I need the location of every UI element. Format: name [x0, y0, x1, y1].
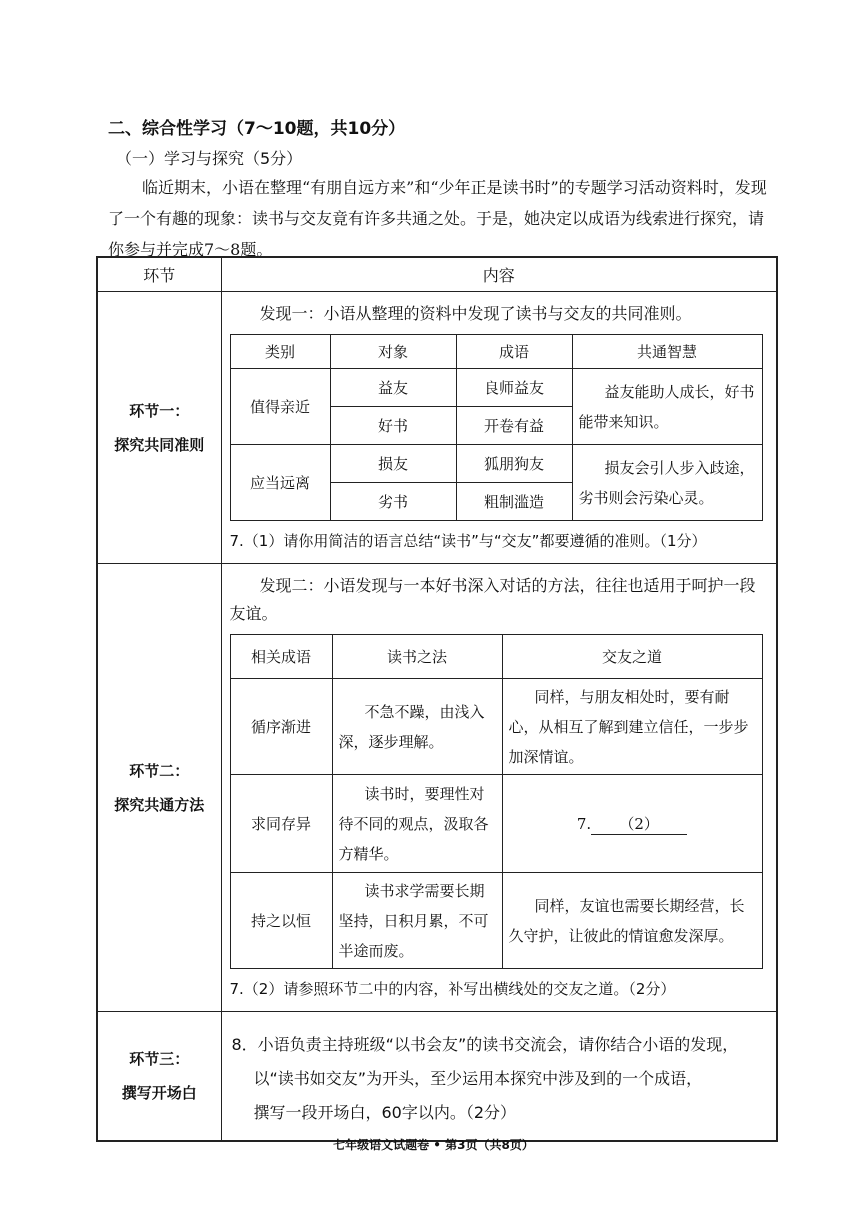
col-reading-method: 读书之法: [332, 635, 502, 679]
stage2-label-line2: 探究共通方法: [114, 795, 205, 814]
page-footer: 七年级语文试题卷 • 第3页（共8页）: [333, 1138, 534, 1152]
activity-table: [96, 256, 778, 1142]
stage3-label-line1: 环节三：: [129, 1050, 190, 1068]
col-related-idiom: 相关成语: [230, 635, 332, 679]
reading-cell: 不急不躁，由浅入深，逐步理解。: [332, 679, 502, 775]
col-category: 类别: [230, 335, 330, 369]
idiom-cell: 开卷有益: [456, 407, 572, 445]
wisdom-cell: 损友会引人步入歧途，劣书则会污染心灵。: [572, 445, 762, 521]
question-7-2: 7.（2）请参照环节二中的内容，补写出横线处的交友之道。（2分）: [229, 980, 676, 998]
stage1-finding: 发现一：小语从整理的资料中发现了读书与交友的共同准则。: [259, 304, 692, 323]
idiom-cell: 狐朋狗友: [456, 445, 572, 483]
friendship-blank-cell: [502, 775, 762, 873]
col-wisdom: 共通智慧: [572, 335, 762, 369]
object-cell: 损友: [330, 445, 456, 483]
reading-cell: 读书时，要理性对待不同的观点，汲取各方精华。: [332, 775, 502, 873]
category-cell: 值得亲近: [230, 369, 330, 445]
reading-cell: 读书求学需要长期坚持，日积月累，不可半途而废。: [332, 873, 502, 969]
question-8-line3: 撰写一段开场白，60字以内。（2分）: [253, 1103, 517, 1122]
object-cell: 好书: [330, 407, 456, 445]
idiom-cell: 粗制滥造: [456, 483, 572, 521]
idiom-cell: 循序渐进: [230, 679, 332, 775]
friendship-cell: 同样，友谊也需要长期经营，长久守护，让彼此的情谊愈发深厚。: [502, 873, 762, 969]
stage1-label-line1: 环节一：: [129, 401, 190, 420]
col-object: 对象: [330, 335, 456, 369]
stage3-label: [97, 1012, 221, 1142]
stage2-finding: 发现二：小语发现与一本好书深入对话的方法，往往也适用于呵护一段友谊。: [229, 576, 756, 623]
question-8-line2: 以“读书如交友”为开头，至少运用本探究中涉及到的一个成语，: [253, 1069, 703, 1088]
category-cell: 应当远离: [230, 445, 330, 521]
object-cell: 劣书: [330, 483, 456, 521]
stage2-table: [230, 634, 763, 969]
stage2-label-line1: 环节二：: [129, 761, 190, 780]
col-friendship-way: 交友之道: [502, 635, 762, 679]
stage1-label: [97, 292, 221, 564]
wisdom-cell: 益友能助人成长，好书能带来知识。: [572, 369, 762, 445]
stage2-label: [97, 564, 221, 1012]
stage2-content: [221, 564, 777, 1012]
blank-prefix: 7.: [576, 814, 592, 833]
intro-paragraph: 临近期末，小语在整理“有朋自远方来”和“少年正是读书时”的专题学习活动资料时，发现了一个有趣的现象：读书与交友竟有许多共通之处。于是，她决定以成语为线索进行探究，请你参与并完成7～8题。: [108, 178, 767, 259]
header-stage: 环节: [97, 257, 221, 292]
idiom-cell: 良师益友: [456, 369, 572, 407]
subsection-title: （一）学习与探究（5分）: [116, 149, 303, 168]
section-title: 二、综合性学习（7～10题，共10分）: [108, 119, 406, 139]
stage1-label-line2: 探究共同准则: [114, 435, 205, 454]
stage3-label-line2: 撰写开场白: [121, 1084, 197, 1102]
stage1-content: [221, 292, 777, 564]
header-content: 内容: [221, 257, 777, 292]
object-cell: 益友: [330, 369, 456, 407]
question-8-line1: 8．小语负责主持班级“以书会友”的读书交流会，请你结合小语的发现，: [231, 1035, 739, 1054]
idiom-cell: 求同存异: [230, 775, 332, 873]
question-7-1: 7.（1）请你用简洁的语言总结“读书”与“交友”都要遵循的准则。（1分）: [229, 532, 707, 550]
col-idiom: 成语: [456, 335, 572, 369]
idiom-cell: 持之以恒: [230, 873, 332, 969]
stage1-table: [230, 334, 763, 521]
answer-blank[interactable]: （2）: [591, 813, 687, 835]
stage3-content: [221, 1012, 777, 1142]
friendship-cell: 同样，与朋友相处时，要有耐心，从相互了解到建立信任，一步步加深情谊。: [502, 679, 762, 775]
